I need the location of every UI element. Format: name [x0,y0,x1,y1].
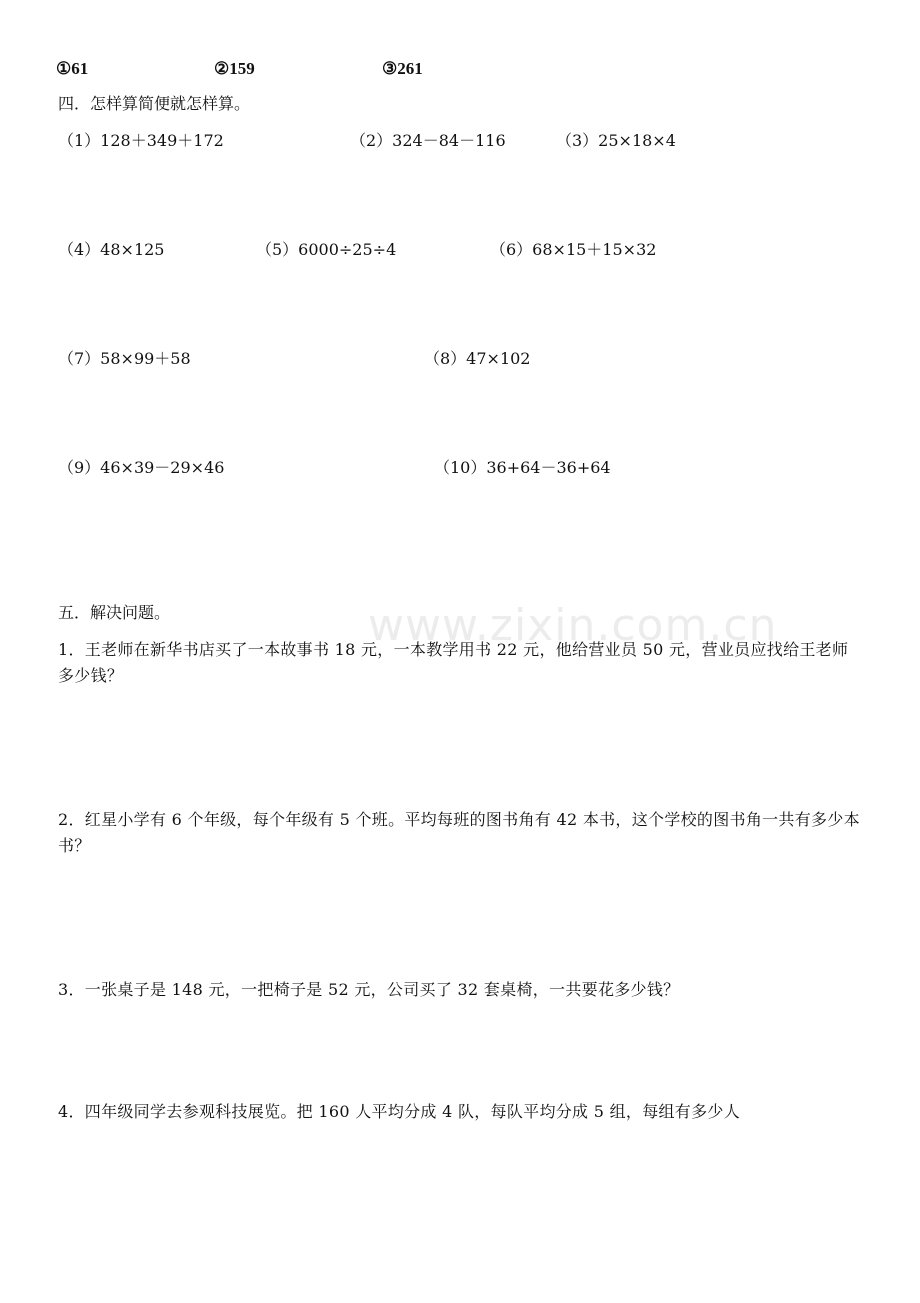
question-2: 2．红星小学有 6 个年级，每个年级有 5 个班。平均每班的图书角有 42 本书，这个学校的图书角一共有多少本书？ [58,810,860,855]
choice-3: ③261 [382,59,423,78]
section-5-title: 五．解决问题。 [58,603,171,622]
problem-9: （9）46×39－29×46 [58,458,225,477]
problem-7: （7）58×99＋58 [58,349,191,368]
choice-2: ②159 [214,59,255,78]
problem-1: （1）128＋349＋172 [58,131,224,150]
section-4-title: 四．怎样算简便就怎样算。 [58,94,251,113]
problem-8: （8）47×102 [424,349,531,368]
problem-3: （3）25×18×4 [556,131,676,150]
problem-2: （2）324－84－116 [350,131,506,150]
problem-5: （5）6000÷25÷4 [256,240,397,259]
choice-1: ①61 [56,59,89,78]
question-3: 3．一张桌子是 148 元，一把椅子是 52 元，公司买了 32 套桌椅，一共要花多少钱？ [58,980,680,999]
watermark: www.zixin.com.cn [368,600,778,651]
question-1: 1．王老师在新华书店买了一本故事书 18 元，一本教学用书 22 元，他给营业员 50 元，营业员应找给王老师多少钱？ [58,640,849,685]
question-4: 4．四年级同学去参观科技展览。把 160 人平均分成 4 队，每队平均分成 5 组，每组有多少人 [58,1102,740,1121]
problem-6: （6）68×15＋15×32 [490,240,657,259]
problem-4: （4）48×125 [58,240,165,259]
problem-10: （10）36+64－36+64 [434,458,611,477]
